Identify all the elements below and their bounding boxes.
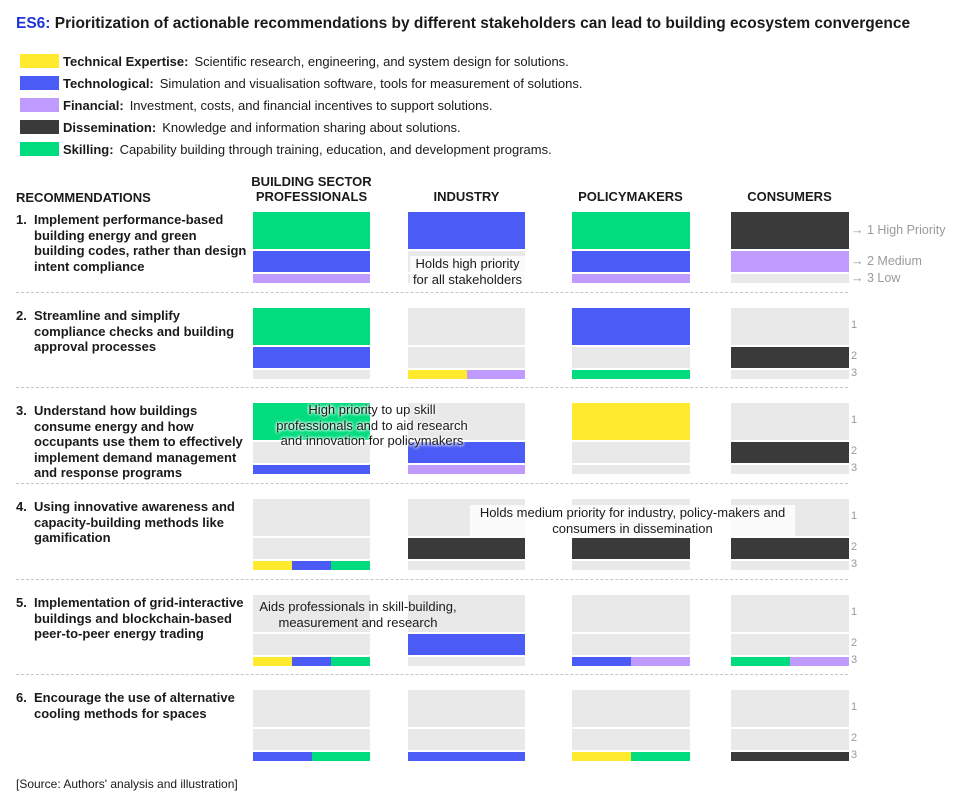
bar-technical (253, 561, 292, 570)
legend-name: Technological: (63, 75, 154, 91)
priority-cell-level-2 (253, 634, 370, 655)
priority-level-label: 3 (851, 461, 858, 474)
bar-skilling (731, 657, 790, 666)
legend-desc: Scientific research, engineering, and system design for solutions. (194, 53, 569, 69)
bar-financial (790, 657, 849, 666)
bar-financial (572, 274, 690, 283)
priority-level-label: 2 (851, 349, 858, 362)
priority-cell-level-3 (408, 657, 525, 666)
priority-cell-level-1 (253, 690, 370, 727)
priority-level-label (851, 223, 945, 237)
recommendation-number: 2. (16, 308, 27, 323)
bar-technological (572, 308, 690, 345)
priority-cell-level-3 (731, 561, 849, 570)
legend-desc: Knowledge and information sharing about solutions. (162, 119, 461, 135)
priority-cell-level-1 (572, 690, 690, 727)
priority-cell-level-2 (572, 729, 690, 750)
bar-financial (467, 370, 526, 379)
priority-cell-level-2 (408, 347, 525, 368)
row-separator (16, 674, 848, 675)
priority-level-label: 3 (851, 653, 858, 666)
bar-dissemination (731, 442, 849, 463)
bar-technological (253, 465, 370, 474)
priority-cell-level-3 (731, 465, 849, 474)
recommendation-text: Encourage the use of alternative cooling methods for spaces (34, 690, 235, 721)
bar-skilling (572, 212, 690, 249)
priority-cell-level-1 (731, 308, 849, 345)
priority-cell-level-2 (572, 347, 690, 368)
legend-swatch-skilling (20, 142, 59, 156)
recommendation-number: 3. (16, 403, 27, 418)
bar-technological (253, 752, 312, 761)
priority-level-label: 1 (851, 509, 858, 522)
priority-level-label: 3 (851, 366, 858, 379)
priority-level-label: 2 (851, 636, 858, 649)
priority-cell-level-3 (731, 370, 849, 379)
annotation-professionals-aid: Aids professionals in skill-building, measurement and research (259, 599, 457, 630)
bar-skilling (331, 561, 370, 570)
title-code: ES6: (16, 15, 51, 32)
legend-swatch-technical (20, 54, 59, 68)
legend-desc: Investment, costs, and financial incentives to support solutions. (129, 97, 493, 113)
bar-skilling (312, 752, 371, 761)
legend-item-skilling (20, 141, 552, 157)
bar-technological (408, 212, 525, 249)
bar-skilling (331, 657, 370, 666)
priority-level-label: 1 (851, 700, 858, 713)
priority-level-label (851, 271, 900, 285)
bar-technological (572, 657, 631, 666)
bar-dissemination (572, 538, 690, 559)
legend-name: Skilling: (63, 141, 114, 157)
priority-cell-level-3 (572, 561, 690, 570)
row-separator (16, 387, 848, 388)
priority-level-label: 1 (851, 605, 858, 618)
recommendation-number: 6. (16, 690, 27, 705)
bar-dissemination (731, 538, 849, 559)
priority-cell-level-1 (731, 690, 849, 727)
bar-technological (292, 561, 331, 570)
priority-cell-level-2 (572, 634, 690, 655)
legend-name: Dissemination: (63, 119, 157, 135)
annotation-skill-professionals: High priority to up skill professionals and to aid research and innovation for policymakers (276, 402, 468, 448)
bar-dissemination (408, 538, 525, 559)
recommendation-text: Implement performance-based building energy and green building codes, rather than design intent compliance (34, 212, 247, 274)
recommendation-number: 4. (16, 499, 27, 514)
bar-technological (253, 347, 370, 368)
column-header: BUILDING SECTOR PROFESSIONALS (251, 174, 372, 204)
bar-financial (731, 251, 849, 272)
priority-cell-level-1 (731, 403, 849, 440)
legend-item-technical (20, 53, 569, 69)
column-header: CONSUMERS (747, 189, 832, 204)
priority-cell-level-2 (731, 634, 849, 655)
priority-level-text: 3 Low (866, 270, 901, 285)
priority-level-label: 3 (851, 557, 858, 570)
priority-cell-level-1 (408, 308, 525, 345)
source-note: [Source: Authors' analysis and illustration] (16, 777, 238, 791)
recommendation-number: 5. (16, 595, 27, 610)
legend-name: Technical Expertise: (63, 53, 189, 69)
bar-skilling (572, 370, 690, 379)
column-header: INDUSTRY (433, 189, 500, 204)
annotation-medium-dissemination: Holds medium priority for industry, policy-makers and consumers in dissemination (470, 505, 795, 536)
bar-technological (408, 634, 525, 655)
column-header: POLICYMAKERS (578, 189, 683, 204)
legend-item-financial (20, 97, 492, 113)
priority-level-label: 2 (851, 444, 858, 457)
bar-technical (572, 752, 631, 761)
recommendation-text: Streamline and simplify compliance checks and building approval processes (34, 308, 235, 354)
bar-skilling (253, 308, 370, 345)
recommendations-header: RECOMMENDATIONS (16, 190, 151, 205)
priority-level-text: 2 Medium (866, 253, 922, 268)
row-separator (16, 579, 848, 580)
arrow-icon: → (851, 270, 867, 285)
bar-financial (408, 465, 525, 474)
bar-technical (253, 657, 292, 666)
row-separator (16, 483, 848, 484)
priority-level-label: 2 (851, 540, 858, 553)
priority-cell-level-1 (572, 595, 690, 632)
priority-level-label: 1 (851, 413, 858, 426)
arrow-icon: → (851, 222, 867, 237)
priority-cell-level-2 (572, 442, 690, 463)
bar-skilling (253, 212, 370, 249)
legend-swatch-dissemination (20, 120, 59, 134)
legend-item-technological (20, 75, 582, 91)
arrow-icon: → (851, 253, 867, 268)
bar-dissemination (731, 752, 849, 761)
priority-cell-level-2 (253, 729, 370, 750)
row-separator (16, 292, 848, 293)
annotation-industry-high: Holds high priority for all stakeholders (410, 256, 525, 287)
priority-level-label: 1 (851, 318, 858, 331)
priority-level-text: 1 High Priority (866, 222, 946, 237)
legend-desc: Capability building through training, education, and development programs. (119, 141, 552, 157)
priority-level-label: 2 (851, 731, 858, 744)
recommendation-text: Understand how buildings consume energy and how occupants use them to effectively implement demand management and response programs (34, 403, 243, 480)
priority-cell-level-3 (253, 370, 370, 379)
priority-cell-level-3 (408, 561, 525, 570)
bar-technological (253, 251, 370, 272)
recommendation-text: Using innovative awareness and capacity-building methods like gamification (34, 499, 235, 545)
bar-financial (253, 274, 370, 283)
priority-cell-level-2 (253, 538, 370, 559)
priority-cell-level-2 (731, 729, 849, 750)
recommendation-number: 1. (16, 212, 27, 227)
legend-swatch-financial (20, 98, 59, 112)
priority-cell-level-1 (408, 690, 525, 727)
priority-level-label: 3 (851, 748, 858, 761)
bar-technological (292, 657, 331, 666)
priority-cell-level-1 (731, 595, 849, 632)
bar-dissemination (731, 212, 849, 249)
bar-dissemination (731, 347, 849, 368)
legend-item-dissemination (20, 119, 461, 135)
bar-technological (408, 752, 525, 761)
bar-financial (631, 657, 690, 666)
priority-level-label (851, 254, 922, 268)
priority-cell-level-1 (253, 499, 370, 536)
bar-technical (408, 370, 467, 379)
bar-skilling (631, 752, 690, 761)
bar-technological (572, 251, 690, 272)
title-text: Prioritization of actionable recommendations by different stakeholders can lead to building ecosystem convergence (50, 15, 911, 32)
recommendation-text: Implementation of grid-interactive buildings and blockchain-based peer-to-peer energy trading (34, 595, 244, 641)
bar-technical (572, 403, 690, 440)
legend-name: Financial: (63, 97, 124, 113)
legend-swatch-technological (20, 76, 59, 90)
priority-cell-level-2 (408, 729, 525, 750)
priority-cell-level-3 (731, 274, 849, 283)
page-title (16, 15, 910, 33)
priority-cell-level-3 (572, 465, 690, 474)
legend-desc: Simulation and visualisation software, tools for measurement of solutions. (159, 75, 583, 91)
